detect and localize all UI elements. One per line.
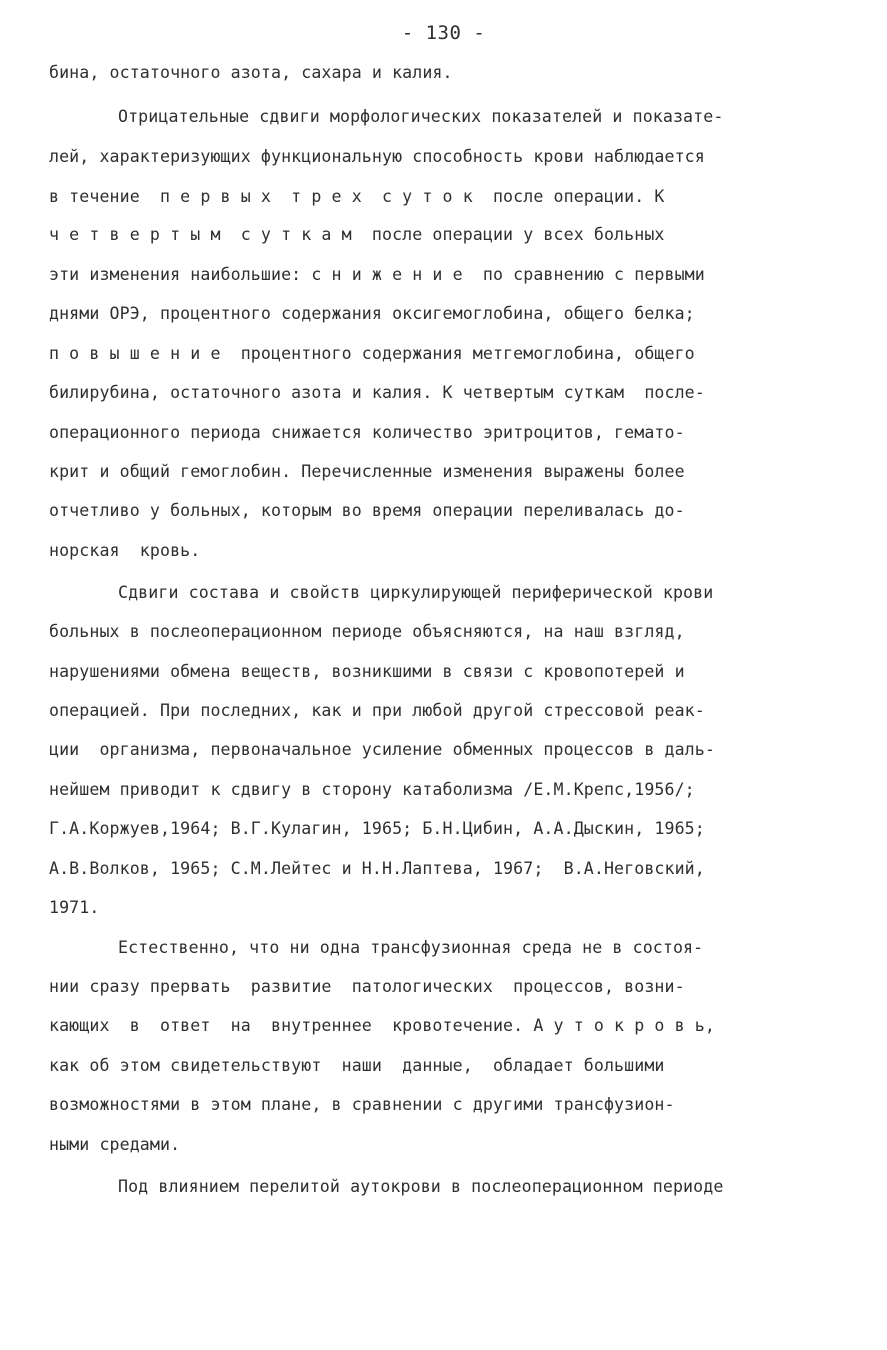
text-line: эти изменения наибольшие: с н и ж е н и е по сравнению с первыми	[49, 265, 705, 284]
text-line: Под влиянием перелитой аутокрови в послеоперационном периоде	[118, 1177, 724, 1196]
text-line: норская кровь.	[49, 541, 201, 560]
text-line: Г.А.Коржуев,1964; В.Г.Кулагин, 1965; Б.Н.Цибин, А.А.Дыскин, 1965;	[49, 819, 705, 838]
text-line: больных в послеоперационном периоде объясняются, на наш взгляд,	[49, 622, 685, 641]
text-line: лей, характеризующих функциональную способность крови наблюдается	[49, 147, 705, 166]
page-number: - 130 -	[401, 22, 486, 44]
text-line: как об этом свидетельствуют наши данные, обладает большими	[49, 1056, 665, 1075]
text-line: нейшем приводит к сдвигу в сторону катаболизма /Е.М.Крепс,1956/;	[49, 780, 695, 799]
text-line: Естественно, что ни одна трансфузионная среда не в состоя-	[118, 938, 704, 957]
text-line: п о в ы ш е н и е процентного содержания метгемоглобина, общего	[49, 344, 695, 363]
text-line: отчетливо у больных, которым во время операции переливалась до-	[49, 501, 685, 520]
text-line: операцией. При последних, как и при любой другой стрессовой реак-	[49, 701, 705, 720]
text-line: Отрицательные сдвиги морфологических показателей и показате-	[118, 107, 724, 126]
text-line: нии сразу прервать развитие патологических процессов, возни-	[49, 977, 685, 996]
text-line: А.В.Волков, 1965; С.М.Лейтес и Н.Н.Лаптева, 1967; В.А.Неговский,	[49, 859, 705, 878]
text-line: 1971.	[49, 898, 100, 917]
text-line: Сдвиги состава и свойств циркулирующей периферической крови	[118, 583, 714, 602]
text-line: ными средами.	[49, 1135, 181, 1154]
text-line: ч е т в е р т ы м с у т к а м после операции у всех больных	[49, 225, 665, 244]
text-line: днями ОРЭ, процентного содержания оксигемоглобина, общего белка;	[49, 304, 695, 323]
text-line: кающих в ответ на внутреннее кровотечение. А у т о к р о в ь,	[49, 1016, 715, 1035]
text-line: бина, остаточного азота, сахара и калия.	[49, 63, 453, 82]
text-line: ции организма, первоначальное усиление обменных процессов в даль-	[49, 740, 715, 759]
text-line: нарушениями обмена веществ, возникшими в связи с кровопотерей и	[49, 662, 685, 681]
text-line: в течение п е р в ы х т р е х с у т о к после операции. К	[49, 187, 665, 206]
text-line: операционного периода снижается количество эритроцитов, гемато-	[49, 423, 685, 442]
text-line: билирубина, остаточного азота и калия. К четвертым суткам после-	[49, 383, 705, 402]
text-line: возможностями в этом плане, в сравнении с другими трансфузион-	[49, 1095, 675, 1114]
text-line: крит и общий гемоглобин. Перечисленные изменения выражены более	[49, 462, 685, 481]
